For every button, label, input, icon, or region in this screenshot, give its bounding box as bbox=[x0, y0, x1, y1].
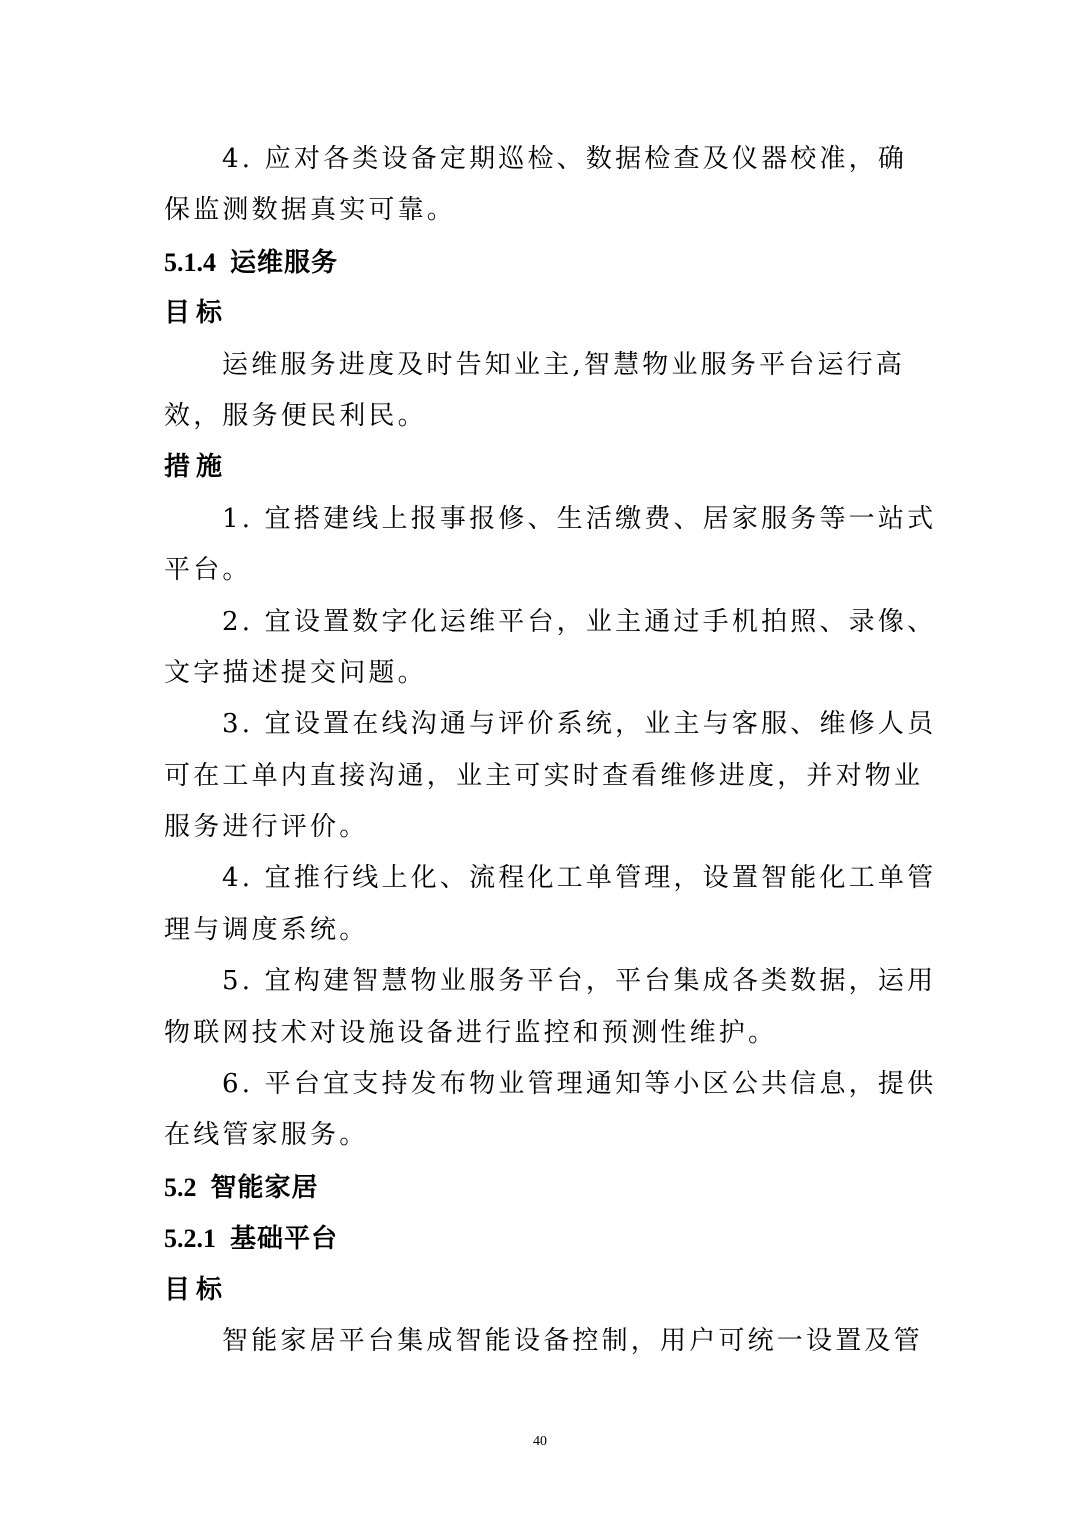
paragraph-line: 5. 宜构建智慧物业服务平台，平台集成各类数据，运用 bbox=[222, 966, 937, 997]
paragraph-line: 4. 宜推行线上化、流程化工单管理，设置智能化工单管 bbox=[222, 863, 937, 894]
paragraph-line: 3. 宜设置在线沟通与评价系统，业主与客服、维修人员 bbox=[222, 709, 937, 740]
document-body bbox=[164, 134, 937, 1367]
section-heading bbox=[164, 237, 916, 288]
section-title: 基础平台 bbox=[230, 1224, 339, 1255]
paragraph-line: 智能家居平台集成智能设备控制，用户可统一设置及管 bbox=[222, 1325, 923, 1356]
paragraph-line: 4. 应对各类设备定期巡检、数据检查及仪器校准，确 bbox=[222, 144, 908, 174]
section-title: 智能家居 bbox=[210, 1172, 319, 1203]
subsection-label: 措施 bbox=[164, 452, 229, 483]
section-title: 运维服务 bbox=[230, 247, 339, 278]
paragraph-line: 运维服务进度及时告知业主,智慧物业服务平台运行高 bbox=[222, 349, 906, 380]
paragraph-line: 在线管家服务。 bbox=[164, 1120, 369, 1151]
subsection-label: 目标 bbox=[164, 298, 229, 329]
paragraph-line: 1. 宜搭建线上报事报修、生活缴费、居家服务等一站式 bbox=[222, 503, 937, 534]
section-heading bbox=[164, 1213, 916, 1264]
paragraph-line: 效，服务便民利民。 bbox=[164, 400, 427, 431]
section-number: 5.1.4 bbox=[164, 247, 216, 277]
paragraph-line: 可在工单内直接沟通，业主可实时查看维修进度，并对物业 bbox=[164, 760, 924, 791]
subsection-label: 目标 bbox=[164, 1274, 229, 1305]
paragraph-line: 理与调度系统。 bbox=[164, 914, 369, 945]
paragraph-line: 平台。 bbox=[164, 555, 252, 586]
page-number: 40 bbox=[533, 1434, 547, 1449]
paragraph-line: 6. 平台宜支持发布物业管理通知等小区公共信息，提供 bbox=[222, 1069, 937, 1100]
section-number: 5.2 bbox=[164, 1172, 197, 1202]
paragraph-line: 服务进行评价。 bbox=[164, 812, 369, 843]
paragraph-line: 2. 宜设置数字化运维平台，业主通过手机拍照、录像、 bbox=[222, 606, 937, 637]
paragraph-line: 物联网技术对设施设备进行监控和预测性维护。 bbox=[164, 1017, 778, 1048]
section-heading bbox=[164, 1162, 916, 1213]
paragraph-line: 文字描述提交问题。 bbox=[164, 657, 427, 688]
section-number: 5.2.1 bbox=[164, 1224, 216, 1254]
paragraph-line: 保监测数据真实可靠。 bbox=[164, 195, 457, 226]
